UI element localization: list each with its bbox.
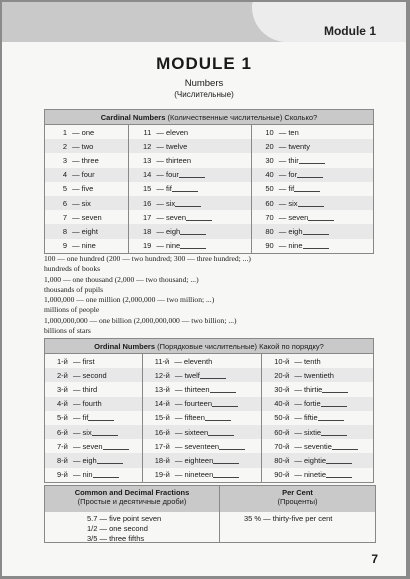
cardinal-number: 12 [142,141,152,151]
ordinal-word: seventie [303,441,332,451]
percent-cell [220,486,375,542]
ordinal-row [45,439,374,453]
fractions-title-ru: (Простые и десятичные дроби) [77,497,187,506]
ordinal-word: six [82,427,92,437]
big-number-line: hundreds of books [44,264,101,274]
ordinal-number: 11-й [154,356,170,366]
cardinal-number: 5 [62,184,67,194]
fill-in-blank [205,420,231,421]
ordinal-number: 8-й [57,455,68,465]
cardinal-number: 70 [265,212,274,222]
ordinal-word: seven [82,441,103,451]
cardinal-number: 17 [142,212,152,222]
workbook-page [2,2,406,576]
big-number-line: 1,000,000 — one million (2,000,000 — two million; ...) [44,295,215,305]
ordinal-cell: 5-й — fif [45,411,143,425]
cardinal-row [45,196,374,210]
ordinal-cell: 9-й — nin [45,468,143,483]
cardinal-body [45,125,374,254]
big-number-line: 1,000,000,000 — one billion (2,000,000,000 — two billion; ...) [44,315,237,325]
ordinal-cell: 15-й — fifteen [142,411,261,425]
ordinal-cell: 17-й — seventeen [142,439,261,453]
cardinal-word: nine [288,241,303,251]
ordinal-number: 14-й [154,399,170,409]
ordinal-word: nin [82,470,93,480]
ordinal-number: 50-й [274,413,290,423]
fractions-body [45,512,219,544]
ordinal-cell: 13-й — thirteen [142,382,261,396]
cardinal-number: 6 [62,198,67,208]
ordinal-cell: 14-й — fourteen [142,397,261,411]
fill-in-blank [200,378,226,379]
ordinal-cell: 16-й — sixteen [142,425,261,439]
cardinal-number: 30 [265,155,274,165]
ordinal-word: eighteen [184,455,214,465]
ordinal-cell: 11-й — eleventh [142,354,261,369]
cardinal-word: two [81,141,94,151]
cardinal-number: 13 [142,155,152,165]
ordinal-number: 70-й [274,441,290,451]
cardinal-word: eight [81,226,98,236]
cardinal-number: 8 [62,226,67,236]
cardinal-word: six [288,198,298,208]
fraction-line: 5.7 — five point seven [87,514,162,523]
ordinal-header-rest: (Порядковые числительные) Какой по порядку? [157,341,324,351]
ordinal-word: tenth [303,356,321,366]
ordinal-number: 19-й [154,470,170,480]
cardinal-row [45,125,374,140]
cardinal-number: 80 [265,226,274,236]
ordinal-number: 2-й [57,370,68,380]
fill-in-blank [308,220,334,221]
cardinal-number: 14 [142,170,152,180]
ordinal-word: first [82,356,95,366]
ordinal-number: 10-й [274,356,290,366]
cardinal-word: seven [288,212,309,222]
cardinal-word: for [288,170,298,180]
cardinal-word: fif [166,184,172,194]
ordinal-number: 60-й [274,427,290,437]
fill-in-blank [180,234,206,235]
cardinal-cell: 20 — twenty [251,139,373,153]
fill-in-blank [212,406,238,407]
big-number-line: thousands of pupils [44,284,104,294]
fill-in-blank [97,463,123,464]
fill-in-blank [172,191,198,192]
ordinal-word: fortie [303,399,321,409]
cardinal-row [45,239,374,254]
ordinal-word: fiftie [303,413,318,423]
cardinal-number: 60 [265,198,274,208]
cardinal-word: twelve [166,141,188,151]
cardinal-cell: 9 — nine [45,239,129,254]
cardinal-word: five [81,184,94,194]
big-number-line: 100 — one hundred (200 — two hundred; 300 — three hundred; ...) [44,254,251,263]
cardinal-number: 19 [142,241,152,251]
big-number-line: 1,000 — one thousand (2,000 — two thousand; ...) [44,274,199,284]
cardinal-cell: 80 — eigh [251,224,373,238]
cardinal-cell: 40 — for [251,168,373,182]
ordinal-row [45,382,374,396]
cardinal-cell: 7 — seven [45,210,129,224]
ordinal-row [45,468,374,483]
ordinal-cell: 50-й — fiftie [262,411,374,425]
ordinal-cell: 2-й — second [45,368,143,382]
ordinal-number: 9-й [57,470,68,480]
cardinal-row [45,182,374,196]
cardinal-header [45,110,374,125]
ordinal-word: eightie [303,455,327,465]
ordinal-cell: 30-й — thirtie [262,382,374,396]
fractions-title: Common and Decimal Fractions [74,488,190,497]
fill-in-blank [208,435,234,436]
cardinal-cell: 70 — seven [251,210,373,224]
ordinal-number: 7-й [57,441,68,451]
cardinal-word: ten [288,127,299,137]
cardinal-cell: 11 — eleven [129,125,251,140]
ordinal-cell: 3-й — third [45,382,143,396]
section-title-ru: (Числительные) [174,90,234,99]
ordinal-word: second [82,370,107,380]
cardinal-cell: 30 — thir [251,153,373,167]
cardinal-word: nine [166,241,181,251]
cardinal-number: 18 [142,226,152,236]
percent-title: Per Cent [282,488,313,497]
cardinal-cell: 12 — twelve [129,139,251,153]
fill-in-blank [92,435,118,436]
module-tab: Module 1 [323,24,376,38]
ordinal-word: twelf [184,370,200,380]
cardinal-cell: 16 — six [129,196,251,210]
cardinal-word: nine [81,241,96,251]
cardinal-number: 9 [62,241,67,251]
cardinal-number: 20 [265,141,274,151]
ordinal-word: twentieth [303,370,334,380]
cardinal-row [45,168,374,182]
ordinal-number: 30-й [274,384,290,394]
ordinal-number: 80-й [274,455,290,465]
fill-in-blank [321,435,347,436]
ordinal-cell: 80-й — eightie [262,453,374,467]
cardinal-cell: 19 — nine [129,239,251,254]
ordinal-number: 6-й [57,427,68,437]
ordinal-cell: 19-й — nineteen [142,468,261,483]
fill-in-blank [297,177,323,178]
percent-title-ru: (Проценты) [277,497,318,506]
cardinal-word: six [81,198,91,208]
ordinal-numbers-table [44,338,374,483]
fill-in-blank [321,406,347,407]
ordinal-cell: 1-й — first [45,354,143,369]
ordinal-word: fif [82,413,89,423]
cardinal-cell: 8 — eight [45,224,129,238]
ordinal-word: nineteen [184,470,214,480]
cardinal-number: 90 [265,241,274,251]
ordinal-number: 5-й [57,413,68,423]
cardinal-row [45,210,374,224]
fill-in-blank [294,191,320,192]
ordinal-word: thirtie [303,384,323,394]
ordinal-number: 20-й [274,370,290,380]
cardinal-number: 16 [142,198,152,208]
cardinal-word: fif [288,184,295,194]
cardinal-cell: 14 — four [129,168,251,182]
ordinal-cell: 10-й — tenth [262,354,374,369]
ordinal-word: third [82,384,98,394]
fill-in-blank [213,463,239,464]
ordinal-row [45,453,374,467]
cardinal-word: seven [81,212,102,222]
cardinal-header-bold: Cardinal Numbers [100,112,166,122]
fraction-line: 1/2 — one second [87,524,148,533]
ordinal-body [45,354,374,483]
cardinal-word: six [166,198,176,208]
cardinal-cell: 10 — ten [251,125,373,140]
big-number-line: billions of stars [44,326,91,336]
ordinal-word: fourth [82,399,102,409]
fill-in-blank [219,449,245,450]
cardinal-cell: 2 — two [45,139,129,153]
cardinal-number: 4 [62,170,67,180]
cardinal-row [45,153,374,167]
ordinal-number: 90-й [274,470,290,480]
cardinal-cell: 6 — six [45,196,129,210]
cardinal-word: four [81,170,95,180]
cardinal-header-rest: (Количественные числительные) Сколько? [167,112,318,122]
ordinal-row [45,368,374,382]
cardinal-word: one [81,127,95,137]
cardinal-number: 10 [265,127,274,137]
cardinal-cell: 50 — fif [251,182,373,196]
fill-in-blank [326,463,352,464]
cardinal-cell: 17 — seven [129,210,251,224]
ordinal-row [45,411,374,425]
ordinal-cell: 60-й — sixtie [262,425,374,439]
cardinal-cell: 5 — five [45,182,129,196]
ordinal-row [45,354,374,369]
fractions-header [45,486,219,512]
cardinal-word: eigh [288,226,303,236]
ordinal-cell: 4-й — fourth [45,397,143,411]
ordinal-number: 13-й [154,384,170,394]
ordinal-number: 3-й [57,384,68,394]
fill-in-blank [103,449,129,450]
big-numbers-block [44,254,374,336]
cardinal-number: 15 [142,184,152,194]
fractions-cell [45,486,220,542]
ordinal-word: seventeen [184,441,220,451]
ordinal-number: 18-й [154,455,170,465]
ordinal-cell: 70-й — seventie [262,439,374,453]
fill-in-blank [318,420,344,421]
fill-in-blank [332,449,358,450]
cardinal-number: 40 [265,170,274,180]
fill-in-blank [88,420,114,421]
ordinal-word: sixteen [184,427,209,437]
ordinal-cell: 20-й — twentieth [262,368,374,382]
ordinal-number: 40-й [274,399,290,409]
cardinal-word: three [81,155,99,165]
cardinal-row [45,139,374,153]
cardinal-word: eleven [166,127,189,137]
cardinal-cell: 1 — one [45,125,129,140]
cardinal-number: 11 [143,127,152,137]
ordinal-cell: 40-й — fortie [262,397,374,411]
ordinal-number: 17-й [154,441,170,451]
ordinal-word: sixtie [303,427,322,437]
cardinal-cell: 15 — fif [129,182,251,196]
cardinal-word: thirteen [166,155,192,165]
ordinal-number: 16-й [154,427,170,437]
ordinal-number: 1-й [57,356,68,366]
cardinal-number: 1 [62,127,67,137]
ordinal-word: fourteen [184,399,212,409]
percent-body [220,512,375,524]
ordinal-word: eigh [82,455,97,465]
ordinal-header-bold: Ordinal Numbers [94,341,156,351]
cardinal-numbers-table [44,109,374,254]
fill-in-blank [175,206,201,207]
cardinal-word: thir [288,155,299,165]
page-number: 7 [371,552,378,566]
ordinal-cell: 7-й — seven [45,439,143,453]
fill-in-blank [326,477,352,478]
ordinal-word: thirteen [184,384,210,394]
ordinal-cell: 12-й — twelf [142,368,261,382]
ordinal-cell: 18-й — eighteen [142,453,261,467]
fill-in-blank [179,177,205,178]
ordinal-number: 12-й [154,370,170,380]
ordinal-row [45,425,374,439]
cardinal-number: 2 [62,141,67,151]
cardinal-word: twenty [288,141,311,151]
ordinal-word: fifteen [184,413,205,423]
fill-in-blank [298,206,324,207]
cardinal-cell: 18 — eigh [129,224,251,238]
cardinal-number: 7 [62,212,67,222]
cardinal-word: seven [166,212,187,222]
cardinal-cell: 60 — six [251,196,373,210]
ordinal-cell: 6-й — six [45,425,143,439]
cardinal-word: four [166,170,179,180]
fill-in-blank [180,248,206,249]
fraction-line: 3/5 — three fifths [87,534,145,543]
fill-in-blank [213,477,239,478]
page-title: MODULE 1 [156,54,252,73]
percent-line: 35 % — thirty-five per cent [244,514,333,523]
percent-header [220,486,375,512]
ordinal-number: 15-й [154,413,170,423]
cardinal-cell: 4 — four [45,168,129,182]
ordinal-cell: 90-й — ninetie [262,468,374,483]
fill-in-blank [322,392,348,393]
cardinal-number: 50 [265,184,274,194]
big-number-line: millions of people [44,305,100,315]
fill-in-blank [93,477,119,478]
fill-in-blank [210,392,236,393]
cardinal-cell: 13 — thirteen [129,153,251,167]
cardinal-row [45,224,374,238]
ordinal-cell: 8-й — eigh [45,453,143,467]
fractions-table [44,485,376,543]
ordinal-header [45,339,374,354]
section-title: Numbers [184,78,224,89]
ordinal-word: ninetie [303,470,327,480]
cardinal-number: 3 [62,155,67,165]
cardinal-cell: 3 — three [45,153,129,167]
fill-in-blank [299,163,325,164]
ordinal-row [45,397,374,411]
ordinal-word: eleventh [183,356,213,366]
cardinal-cell: 90 — nine [251,239,373,254]
fill-in-blank [303,234,329,235]
cardinal-word: eigh [166,226,181,236]
fill-in-blank [186,220,212,221]
fill-in-blank [303,248,329,249]
ordinal-number: 4-й [57,399,68,409]
